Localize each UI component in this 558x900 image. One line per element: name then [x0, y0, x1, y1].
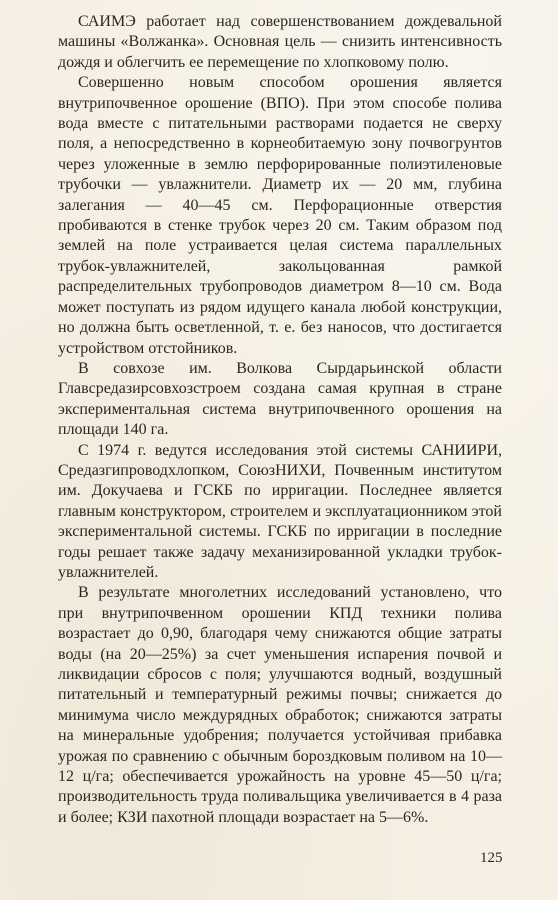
paragraph-saime: САИМЭ работает над совершенствованием дождевальной машины «Волжанка». Основная цель — снизить интенсивность дождя и облегчить ее перемещение по хлопковому полю. [58, 13, 502, 71]
body-text [58, 12, 502, 828]
paragraph-vpo: Совершенно новым способом орошения является внутрипочвенное орошение (ВПО). При этом способе полива вода вместе с питательными растворами подается не сверху поля, а непосредственно в корнеобитаемую зону почвогрунтов через уложенные в землю перфорированные полиэтиленовые трубочки — увлажнители. Диаметр их — 20 мм, глубина залегания — 40—45 см. Перфорационные отверстия пробиваются в стенке трубок через 20 см. Таким образом под землей на поле устраивается целая система параллельных трубок-увлажнителей, закольцованная рамкой распределительных трубопроводов диаметром 8—10 см. Вода может поступать из рядом идущего канала любой конструкции, но должна быть осветленной, т. е. без наносов, что достигается устройством отстойников. [58, 74, 502, 357]
paragraph-results: В результате многолетних исследований установлено, что при внутрипочвенном орошении КПД техники полива возрастает до 0,90, благодаря чему снижаются общие затраты воды (на 20—25%) за счет уменьшения испарения почвой и ликвидации сбросов с поля; улучшаются водный, воздушный питательный и температурный режимы почвы; снижается до минимума число междурядных обработок; снижаются затраты на минеральные удобрения; получается устойчивая прибавка урожая по сравнению с обычным бороздковым поливом на 10—12 ц/га; обеспечивается урожайность на уровне 45—50 ц/га; производительность труда поливальщика увеличивается в 4 раза и более; КЗИ пахотной площади возрастает на 5—6%. [58, 584, 502, 826]
paragraph-volkov-sovkhoz: В совхозе им. Волкова Сырдарьинской области Главсредазирсовхозстроем создана самая крупная в стране экспериментальная система внутрипочвенного орошения на площади 140 га. [58, 359, 502, 439]
page-number: 125 [480, 850, 503, 866]
paragraph-research-1974: С 1974 г. ведутся исследования этой системы САНИИРИ, Средазгипроводхлопком, СоюзНИХИ, Почвенным институтом им. Докучаева и ГСКБ по ирригации. Последнее является главным конструктором, строителем и эксплуатационником этой экспериментальной системы. ГСКБ по ирригации в последние годы решает также задачу механизированной укладки трубок-увлажнителей. [58, 441, 502, 581]
